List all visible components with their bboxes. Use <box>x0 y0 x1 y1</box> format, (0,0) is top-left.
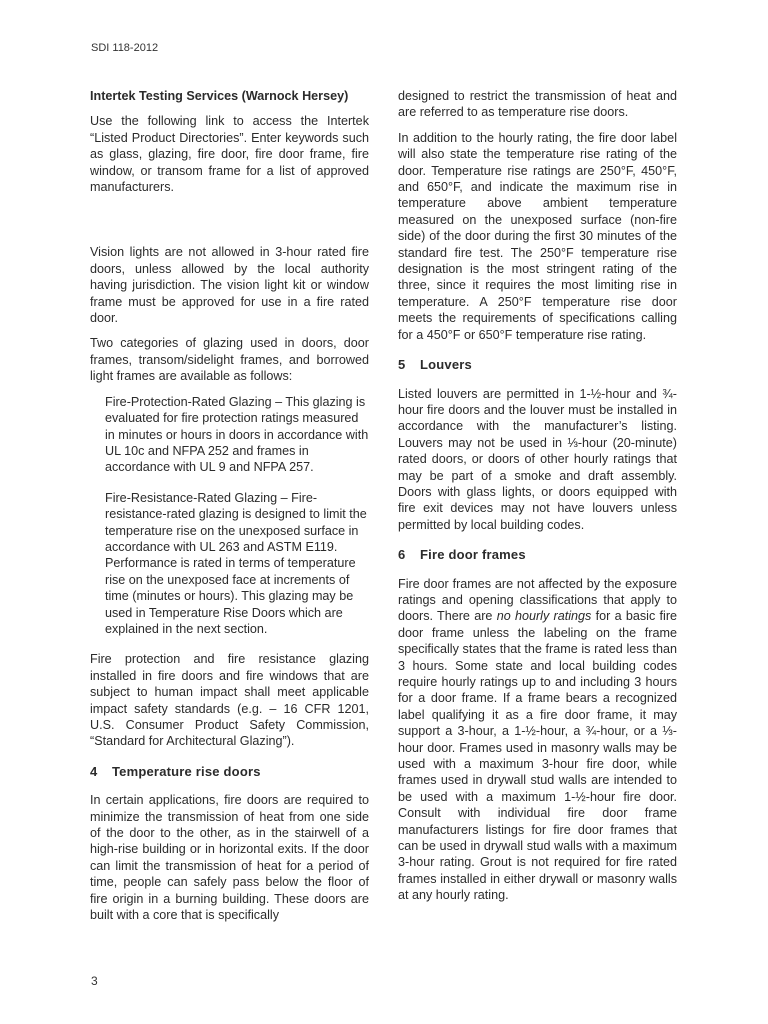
glazing-categories-paragraph: Two categories of glazing used in doors, door frames, transom/sidelight frames, and borrowed light frames are available as follows: <box>90 336 369 384</box>
intertek-paragraph: Use the following link to access the Intertek “Listed Product Directories”. Enter keywords such as glass, glazing, fire door, fire door frame, fire window, or transom frame for a list of approved manufacturers. <box>90 114 369 195</box>
intertek-heading: Intertek Testing Services (Warnock Hersey) <box>90 89 349 103</box>
section-5-paragraph: Listed louvers are permitted in 1-½-hour and ¾-hour fire doors and the louver must be installed in accordance with the manufacturer’s listing. Louvers may not be used in ⅓-hour (20-minute) rated doors, or doors of other hourly ratings that may be part of a smoke and draft assembly. Doors with glass lights, or doors equipped with fire exit devices may not have louvers unless permitted by local building codes. <box>398 386 677 532</box>
section-6-number: 6 <box>398 547 406 563</box>
section-4-paragraph: In certain applications, fire doors are required to minimize the transmission of heat from one side of the door to the other, as in the stairwell of a high-rise building or in horizontal exits. If the door can limit the transmission of heat for a period of time, people can safely pass below the floor of fire origin in a burning building. These doors are built with a core that is specifically <box>90 793 369 923</box>
left-column <box>90 88 369 932</box>
section-4-title: Temperature rise doors <box>112 763 261 779</box>
spacer <box>90 204 369 244</box>
section-6-emphasis: no hourly ratings <box>496 609 592 624</box>
section-4-heading <box>90 764 369 780</box>
section-6-text-end: for a basic fire door frame unless the labeling on the frame specifically states that the frame is rated less than 3 hours. Some state and local building codes require hourly ratings up to and including 3 hours for a door frame. If a frame bears a recognized label qualifying it as a fire door frame, it may support a 3-hour, a 1-½-hour, a ¾-hour, or a ⅓-hour door. Frames used in masonry walls may be used with a maximum 3-hour fire door, while frames used in drywall stud walls are intended to be used with a maximum 1-½-hour fire door. Consult with individual fire door frame manufacturers listings for fire door frames that can be used in drywall stud walls with a maximum 3-hour rating. Grout is not required for fire rated frames installed in either drywall or masonry walls at any hourly rating. <box>398 609 678 903</box>
section-5-number: 5 <box>398 357 406 373</box>
page-number: 3 <box>91 974 98 988</box>
section-6-paragraph <box>398 576 677 904</box>
fire-protection-glazing-item: Fire-Protection-Rated Glazing – This glazing is evaluated for fire protection ratings measured in minutes or hours in doors in accordance with UL 10c and NFPA 252 and frames in accordance with UL 9 and NFPA 257. <box>105 394 369 475</box>
section-6-title: Fire door frames <box>420 547 526 563</box>
continued-paragraph: designed to restrict the transmission of heat and are referred to as temperature rise doors. <box>398 89 677 120</box>
fire-resistance-glazing-item: Fire-Resistance-Rated Glazing – Fire-resistance-rated glazing is designed to limit the temperature rise on the unexposed surface in accordance with UL 263 and ASTM E119. Performance is rated in terms of temperature rise on the unexposed face at increments of time (minutes or hours). This glazing may be used in Temperature Rise Doors which are explained in the next section. <box>105 490 367 636</box>
section-5-title: Louvers <box>420 357 472 373</box>
section-6-heading <box>398 547 677 563</box>
right-column <box>398 88 677 913</box>
section-5-heading <box>398 357 677 373</box>
temperature-rating-paragraph: In addition to the hourly rating, the fire door label will also state the temperature rise rating of the door. Temperature rise ratings are 250°F, 450°F, and 650°F, and indicate the maximum rise in temperature above ambient temperature measured on the unexposed surface (non-fire side) of the door during the first 30 minutes of the standard fire test. The 250°F temperature rise designation is the most stringent rating of the three, since it requires the most limiting rise in temperature. A 250°F temperature rise door meets the requirements of specifications calling for a 450°F or 650°F temperature rise rating. <box>398 130 677 342</box>
impact-safety-paragraph: Fire protection and fire resistance glazing installed in fire doors and fire windows that are subject to human impact shall meet applicable impact safety standards (e.g. – 16 CFR 1201, U.S. Consumer Product Safety Commission, “Standard for Architectural Glazing”). <box>90 652 369 749</box>
section-6-text-start: Fire door frames are not affected by the exposure ratings and opening classifications that apply to doors. There are <box>398 576 677 624</box>
vision-lights-paragraph: Vision lights are not allowed in 3-hour rated fire doors, unless allowed by the local authority having jurisdiction. The vision light kit or window frame must be approved for use in a fire rated door. <box>90 245 369 326</box>
section-4-number: 4 <box>90 763 98 779</box>
document-header: SDI 118-2012 <box>91 42 159 54</box>
